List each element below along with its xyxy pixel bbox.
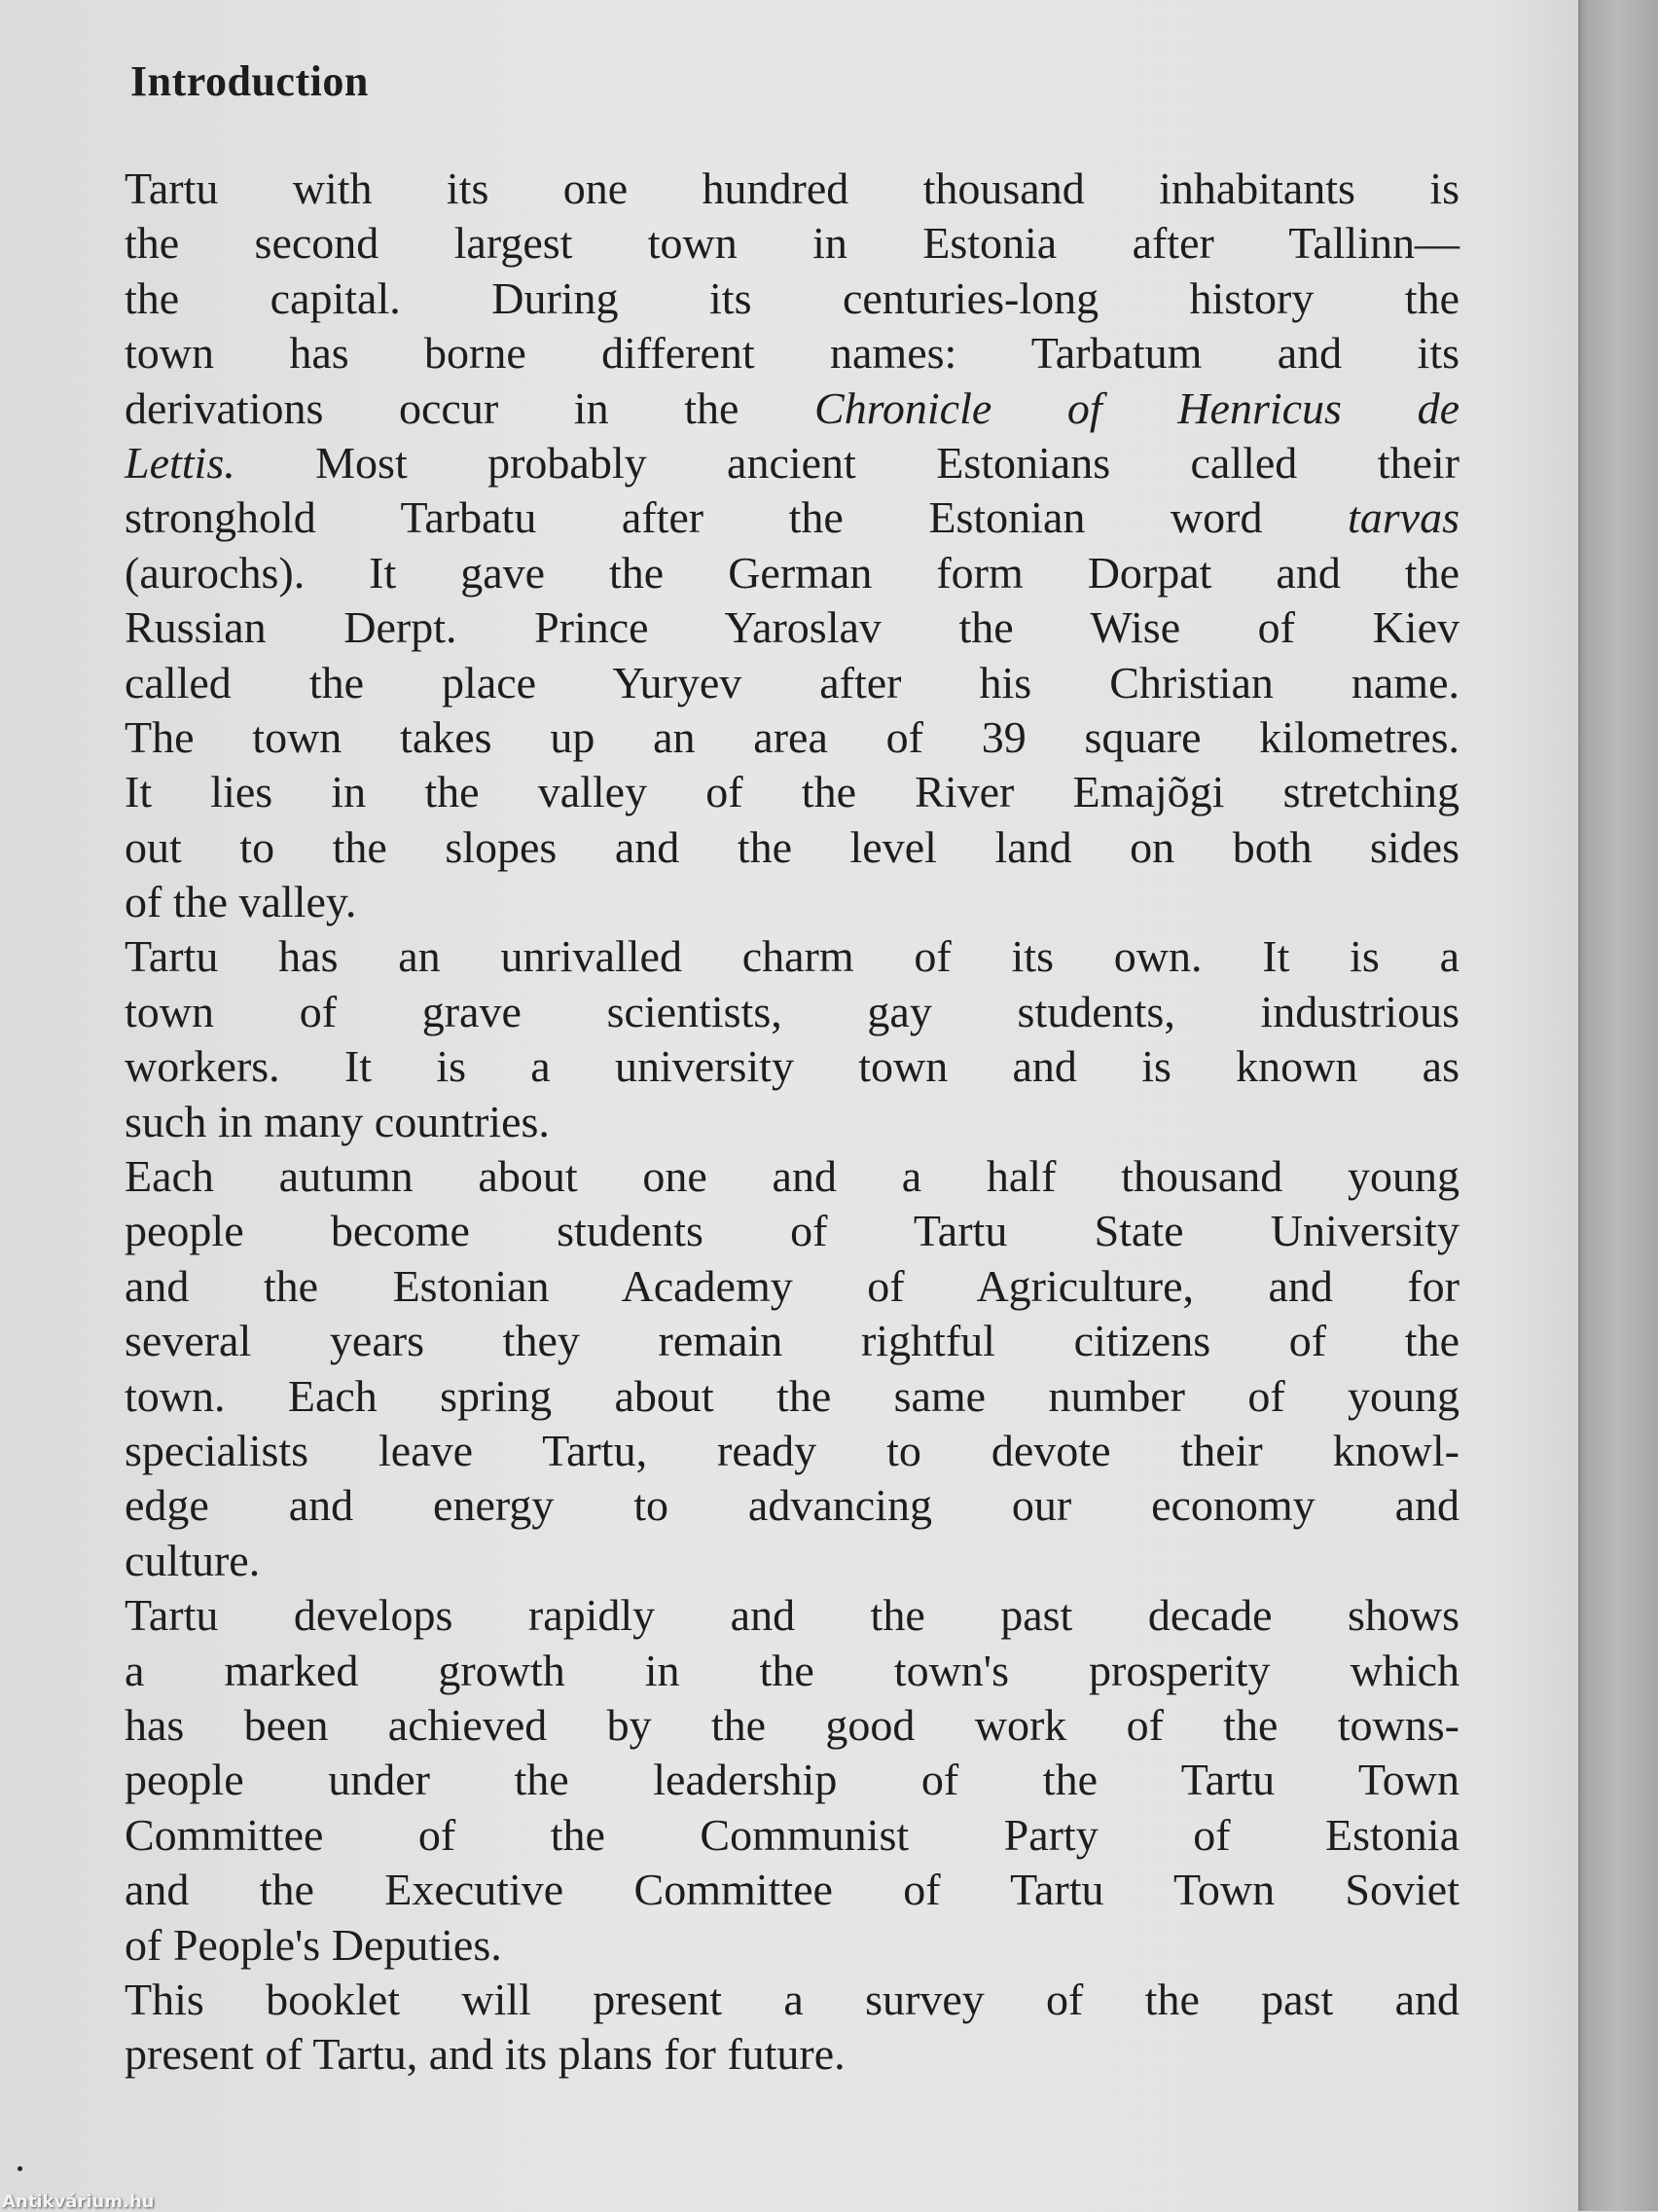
text-line (125, 600, 1460, 655)
text-line (125, 765, 1460, 819)
text-line (125, 1753, 1460, 1807)
line-text: such in many countries. (125, 1096, 550, 1146)
line-text: people under the leadership of the Tartu Town (125, 1755, 1460, 1805)
line-text: out to the slopes and the level land on both sides (125, 821, 1460, 872)
line-text: called the place Yuryev after his Christian name. (125, 657, 1460, 707)
text-line (125, 1095, 1460, 1149)
line-text: of People's Deputies. (125, 1919, 502, 1970)
italic-text: Chronicle of Henricus de (814, 382, 1460, 433)
line-text: derivations occur in the (125, 382, 815, 433)
text-line (125, 1314, 1460, 1368)
text-line (125, 436, 1460, 490)
text-line (125, 1918, 1460, 1973)
line-text: town. Each spring about the same number of young (125, 1370, 1460, 1421)
line-text: stronghold Tarbatu after the Estonian word (125, 492, 1348, 543)
ink-speck (18, 2166, 22, 2171)
line-text: several years they remain rightful citizens of the (125, 1316, 1460, 1366)
watermark: Antikvárium.hu (2, 2192, 155, 2212)
text-line (125, 1644, 1460, 1698)
line-text: Tartu develops rapidly and the past decade shows (125, 1590, 1460, 1641)
text-line (125, 656, 1460, 710)
text-line (125, 1534, 1460, 1588)
text-line (125, 1698, 1460, 1753)
line-text: (aurochs). It gave the German form Dorpat and the (125, 547, 1460, 598)
text-line (125, 820, 1460, 875)
text-line (125, 1149, 1460, 1204)
line-text: town has borne different names: Tarbatum and its (125, 328, 1460, 379)
text-line (125, 875, 1460, 929)
page-title: Introduction (130, 57, 369, 105)
line-text: town of grave scientists, gay students, industrious (125, 986, 1460, 1036)
text-line (125, 162, 1460, 216)
text-line (125, 1808, 1460, 1863)
line-text: the second largest town in Estonia after Tallinn— (125, 218, 1460, 269)
line-text: and the Executive Committee of Tartu Town Soviet (125, 1865, 1460, 1915)
line-text: people become students of Tartu State University (125, 1206, 1460, 1256)
line-text: the capital. During its centuries-long history the (125, 272, 1460, 323)
book-spine-edge (1578, 0, 1658, 2211)
line-text: Tartu with its one hundred thousand inhabitants is (125, 163, 1460, 213)
text-line (125, 929, 1460, 984)
line-text: culture. (125, 1535, 261, 1585)
italic-text: Lettis. (125, 437, 235, 488)
text-line (125, 1204, 1460, 1258)
text-line (125, 272, 1460, 326)
line-text: specialists leave Tartu, ready to devote their knowl- (125, 1425, 1460, 1475)
text-line (125, 381, 1460, 436)
text-line (125, 1369, 1460, 1424)
text-line (125, 490, 1460, 545)
body-text (125, 162, 1460, 2083)
text-line (125, 1039, 1460, 1094)
text-line (125, 1973, 1460, 2027)
line-text: Each autumn about one and a half thousand young (125, 1151, 1460, 1202)
text-line (125, 2027, 1460, 2082)
line-text: Committee of the Communist Party of Estonia (125, 1809, 1460, 1860)
line-text: edge and energy to advancing our economy and (125, 1480, 1460, 1531)
text-line (125, 1424, 1460, 1478)
line-text: Tartu has an unrivalled charm of its own. It is a (125, 931, 1460, 982)
text-line (125, 710, 1460, 765)
text-line (125, 326, 1460, 381)
text-line (125, 546, 1460, 600)
italic-text: tarvas (1348, 492, 1460, 543)
text-line (125, 1259, 1460, 1314)
line-text: Most probably ancient Estonians called their (234, 437, 1460, 488)
line-text: This booklet will present a survey of the past and (125, 1974, 1460, 2024)
line-text: a marked growth in the town's prosperity which (125, 1645, 1460, 1695)
text-line (125, 1588, 1460, 1643)
text-line (125, 1478, 1460, 1533)
line-text: workers. It is a university town and is known as (125, 1041, 1460, 1092)
line-text: present of Tartu, and its plans for future. (125, 2029, 846, 2080)
text-line (125, 216, 1460, 271)
line-text: and the Estonian Academy of Agriculture, and for (125, 1260, 1460, 1311)
line-text: has been achieved by the good work of the towns- (125, 1699, 1460, 1750)
text-line (125, 1863, 1460, 1917)
line-text: The town takes up an area of 39 square kilometres. (125, 711, 1460, 762)
line-text: It lies in the valley of the River Emajõgi stretching (125, 767, 1460, 817)
text-line (125, 985, 1460, 1039)
line-text: of the valley. (125, 877, 357, 927)
line-text: Russian Derpt. Prince Yaroslav the Wise of Kiev (125, 602, 1460, 653)
